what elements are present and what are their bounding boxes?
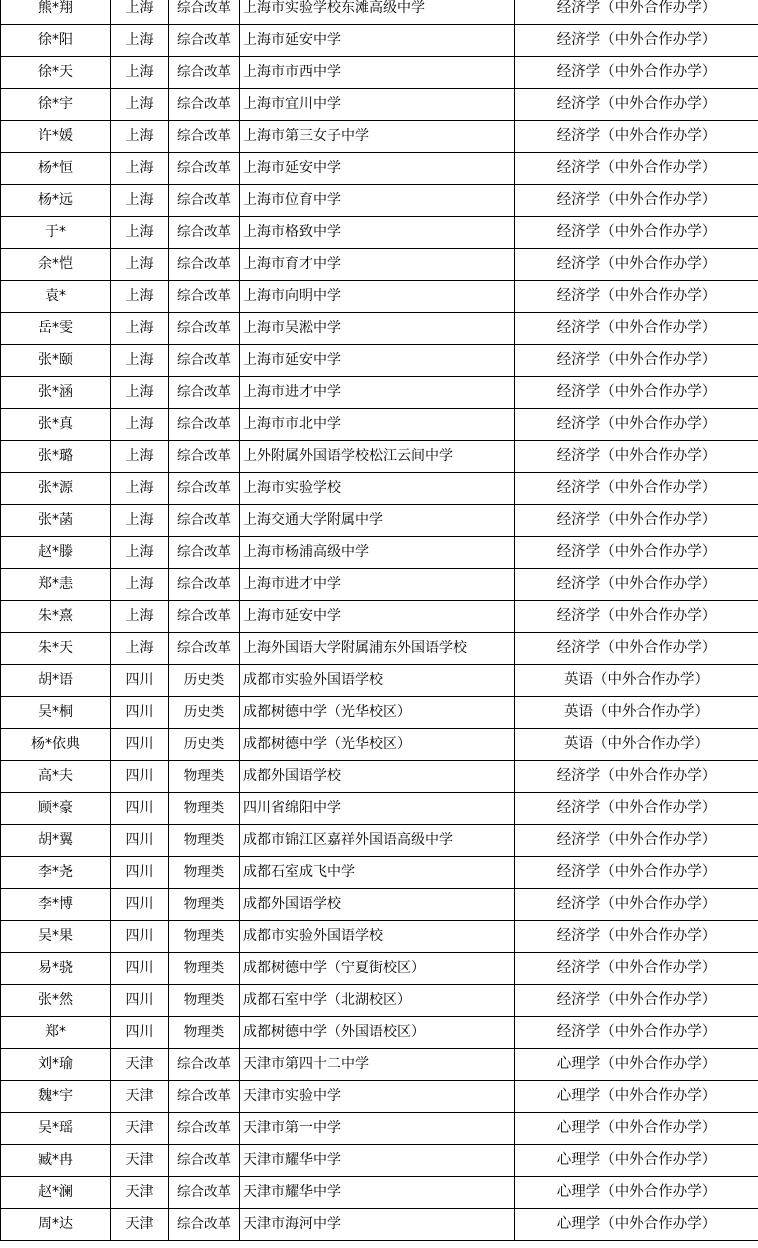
table-row — [1, 217, 758, 249]
table-row — [1, 569, 758, 601]
major-cell: 经济学（中外合作办学） — [515, 313, 758, 345]
major-cell: 经济学（中外合作办学） — [515, 889, 758, 921]
subject-type-cell: 综合改革 — [169, 473, 240, 505]
subject-type-cell: 物理类 — [169, 921, 240, 953]
subject-type-cell: 综合改革 — [169, 1177, 240, 1209]
province-cell: 上海 — [111, 121, 169, 153]
province-cell: 上海 — [111, 89, 169, 121]
major-cell: 经济学（中外合作办学） — [515, 89, 758, 121]
student-name-cell: 岳*雯 — [1, 313, 111, 345]
student-name-cell: 胡*语 — [1, 665, 111, 697]
student-name-cell: 胡*翼 — [1, 825, 111, 857]
subject-type-cell: 历史类 — [169, 665, 240, 697]
school-cell: 天津市第一中学 — [240, 1113, 515, 1145]
school-cell: 上海市实验学校东滩高级中学 — [240, 0, 515, 25]
school-cell: 上海市市西中学 — [240, 57, 515, 89]
admissions-table-body — [1, 0, 758, 1241]
table-row — [1, 185, 758, 217]
subject-type-cell: 综合改革 — [169, 153, 240, 185]
school-cell: 上海市育才中学 — [240, 249, 515, 281]
province-cell: 天津 — [111, 1049, 169, 1081]
table-row — [1, 1177, 758, 1209]
student-name-cell: 易*骁 — [1, 953, 111, 985]
province-cell: 上海 — [111, 601, 169, 633]
province-cell: 天津 — [111, 1177, 169, 1209]
student-name-cell: 赵*澜 — [1, 1177, 111, 1209]
province-cell: 四川 — [111, 825, 169, 857]
school-cell: 上海市延安中学 — [240, 153, 515, 185]
province-cell: 上海 — [111, 473, 169, 505]
table-row — [1, 601, 758, 633]
subject-type-cell: 综合改革 — [169, 505, 240, 537]
province-cell: 天津 — [111, 1113, 169, 1145]
student-name-cell: 杨*依典 — [1, 729, 111, 761]
major-cell: 经济学（中外合作办学） — [515, 473, 758, 505]
student-name-cell: 徐*阳 — [1, 25, 111, 57]
major-cell: 经济学（中外合作办学） — [515, 761, 758, 793]
province-cell: 四川 — [111, 857, 169, 889]
major-cell: 经济学（中外合作办学） — [515, 825, 758, 857]
student-name-cell: 李*博 — [1, 889, 111, 921]
student-name-cell: 张*然 — [1, 985, 111, 1017]
province-cell: 上海 — [111, 377, 169, 409]
subject-type-cell: 综合改革 — [169, 217, 240, 249]
major-cell: 经济学（中外合作办学） — [515, 345, 758, 377]
table-row — [1, 0, 758, 25]
student-name-cell: 刘*瑜 — [1, 1049, 111, 1081]
school-cell: 上外附属外国语学校松江云间中学 — [240, 441, 515, 473]
student-name-cell: 郑* — [1, 1017, 111, 1049]
student-name-cell: 臧*冉 — [1, 1145, 111, 1177]
student-name-cell: 许*媛 — [1, 121, 111, 153]
major-cell: 经济学（中外合作办学） — [515, 1017, 758, 1049]
province-cell: 四川 — [111, 1017, 169, 1049]
subject-type-cell: 物理类 — [169, 825, 240, 857]
major-cell: 经济学（中外合作办学） — [515, 569, 758, 601]
subject-type-cell: 历史类 — [169, 729, 240, 761]
table-row — [1, 857, 758, 889]
major-cell: 经济学（中外合作办学） — [515, 441, 758, 473]
subject-type-cell: 综合改革 — [169, 185, 240, 217]
student-name-cell: 吴*桐 — [1, 697, 111, 729]
subject-type-cell: 综合改革 — [169, 1209, 240, 1241]
table-row — [1, 1209, 758, 1241]
table-row — [1, 377, 758, 409]
province-cell: 上海 — [111, 441, 169, 473]
subject-type-cell: 综合改革 — [169, 345, 240, 377]
subject-type-cell: 综合改革 — [169, 1113, 240, 1145]
province-cell: 四川 — [111, 793, 169, 825]
province-cell: 四川 — [111, 665, 169, 697]
major-cell: 英语（中外合作办学） — [515, 697, 758, 729]
subject-type-cell: 综合改革 — [169, 0, 240, 25]
table-row — [1, 1113, 758, 1145]
student-name-cell: 徐*宇 — [1, 89, 111, 121]
table-row — [1, 313, 758, 345]
student-name-cell: 郑*恚 — [1, 569, 111, 601]
student-name-cell: 于* — [1, 217, 111, 249]
table-row — [1, 825, 758, 857]
major-cell: 英语（中外合作办学） — [515, 665, 758, 697]
table-row — [1, 697, 758, 729]
province-cell: 上海 — [111, 345, 169, 377]
table-row — [1, 761, 758, 793]
major-cell: 经济学（中外合作办学） — [515, 601, 758, 633]
student-name-cell: 杨*远 — [1, 185, 111, 217]
school-cell: 天津市耀华中学 — [240, 1177, 515, 1209]
province-cell: 四川 — [111, 953, 169, 985]
school-cell: 上海市第三女子中学 — [240, 121, 515, 153]
school-cell: 上海市实验学校 — [240, 473, 515, 505]
school-cell: 上海市向明中学 — [240, 281, 515, 313]
major-cell: 心理学（中外合作办学） — [515, 1049, 758, 1081]
table-row — [1, 89, 758, 121]
major-cell: 经济学（中外合作办学） — [515, 377, 758, 409]
school-cell: 上海市延安中学 — [240, 601, 515, 633]
province-cell: 上海 — [111, 57, 169, 89]
school-cell: 天津市耀华中学 — [240, 1145, 515, 1177]
subject-type-cell: 物理类 — [169, 985, 240, 1017]
subject-type-cell: 物理类 — [169, 889, 240, 921]
table-row — [1, 473, 758, 505]
table-row — [1, 505, 758, 537]
subject-type-cell: 综合改革 — [169, 89, 240, 121]
major-cell: 心理学（中外合作办学） — [515, 1177, 758, 1209]
province-cell: 上海 — [111, 537, 169, 569]
major-cell: 经济学（中外合作办学） — [515, 505, 758, 537]
table-row — [1, 1145, 758, 1177]
province-cell: 四川 — [111, 921, 169, 953]
table-row — [1, 1049, 758, 1081]
student-name-cell: 高*夫 — [1, 761, 111, 793]
province-cell: 天津 — [111, 1145, 169, 1177]
table-row — [1, 921, 758, 953]
table-row — [1, 57, 758, 89]
student-name-cell: 吴*瑶 — [1, 1113, 111, 1145]
student-name-cell: 吴*果 — [1, 921, 111, 953]
school-cell: 上海市延安中学 — [240, 25, 515, 57]
school-cell: 成都石室成飞中学 — [240, 857, 515, 889]
school-cell: 上海市进才中学 — [240, 377, 515, 409]
student-name-cell: 李*尧 — [1, 857, 111, 889]
major-cell: 心理学（中外合作办学） — [515, 1145, 758, 1177]
subject-type-cell: 综合改革 — [169, 1081, 240, 1113]
major-cell: 经济学（中外合作办学） — [515, 25, 758, 57]
province-cell: 上海 — [111, 633, 169, 665]
student-name-cell: 周*达 — [1, 1209, 111, 1241]
province-cell: 上海 — [111, 217, 169, 249]
province-cell: 上海 — [111, 249, 169, 281]
table-row — [1, 889, 758, 921]
table-row — [1, 121, 758, 153]
table-row — [1, 665, 758, 697]
province-cell: 上海 — [111, 281, 169, 313]
province-cell: 上海 — [111, 569, 169, 601]
student-name-cell: 张*真 — [1, 409, 111, 441]
subject-type-cell: 物理类 — [169, 761, 240, 793]
student-name-cell: 熊*翔 — [1, 0, 111, 25]
table-row — [1, 537, 758, 569]
subject-type-cell: 综合改革 — [169, 409, 240, 441]
school-cell: 成都树德中学（外国语校区） — [240, 1017, 515, 1049]
school-cell: 成都市实验外国语学校 — [240, 665, 515, 697]
subject-type-cell: 综合改革 — [169, 537, 240, 569]
major-cell: 心理学（中外合作办学） — [515, 1209, 758, 1241]
school-cell: 上海市延安中学 — [240, 345, 515, 377]
school-cell: 上海市市北中学 — [240, 409, 515, 441]
subject-type-cell: 综合改革 — [169, 249, 240, 281]
major-cell: 经济学（中外合作办学） — [515, 185, 758, 217]
province-cell: 上海 — [111, 153, 169, 185]
major-cell: 经济学（中外合作办学） — [515, 281, 758, 313]
student-name-cell: 张*颐 — [1, 345, 111, 377]
subject-type-cell: 综合改革 — [169, 121, 240, 153]
table-row — [1, 729, 758, 761]
school-cell: 上海市宜川中学 — [240, 89, 515, 121]
province-cell: 上海 — [111, 25, 169, 57]
province-cell: 四川 — [111, 729, 169, 761]
school-cell: 上海市位育中学 — [240, 185, 515, 217]
province-cell: 四川 — [111, 889, 169, 921]
school-cell: 上海市杨浦高级中学 — [240, 537, 515, 569]
table-row — [1, 249, 758, 281]
province-cell: 上海 — [111, 313, 169, 345]
province-cell: 四川 — [111, 985, 169, 1017]
school-cell: 成都外国语学校 — [240, 761, 515, 793]
major-cell: 经济学（中外合作办学） — [515, 153, 758, 185]
table-row — [1, 985, 758, 1017]
table-row — [1, 441, 758, 473]
subject-type-cell: 综合改革 — [169, 633, 240, 665]
student-name-cell: 张*璐 — [1, 441, 111, 473]
subject-type-cell: 综合改革 — [169, 441, 240, 473]
subject-type-cell: 综合改革 — [169, 25, 240, 57]
major-cell: 经济学（中外合作办学） — [515, 537, 758, 569]
major-cell: 经济学（中外合作办学） — [515, 953, 758, 985]
subject-type-cell: 综合改革 — [169, 1049, 240, 1081]
student-name-cell: 赵*滕 — [1, 537, 111, 569]
subject-type-cell: 综合改革 — [169, 313, 240, 345]
school-cell: 天津市第四十二中学 — [240, 1049, 515, 1081]
school-cell: 成都石室中学（北湖校区） — [240, 985, 515, 1017]
subject-type-cell: 综合改革 — [169, 1145, 240, 1177]
major-cell: 经济学（中外合作办学） — [515, 921, 758, 953]
school-cell: 上海交通大学附属中学 — [240, 505, 515, 537]
province-cell: 四川 — [111, 761, 169, 793]
school-cell: 天津市海河中学 — [240, 1209, 515, 1241]
province-cell: 上海 — [111, 0, 169, 25]
major-cell: 心理学（中外合作办学） — [515, 1113, 758, 1145]
school-cell: 成都树德中学（光华校区） — [240, 697, 515, 729]
student-name-cell: 袁* — [1, 281, 111, 313]
student-name-cell: 杨*恒 — [1, 153, 111, 185]
table-row — [1, 281, 758, 313]
subject-type-cell: 综合改革 — [169, 281, 240, 313]
table-row — [1, 409, 758, 441]
major-cell: 经济学（中外合作办学） — [515, 0, 758, 25]
student-name-cell: 朱*天 — [1, 633, 111, 665]
school-cell: 上海市进才中学 — [240, 569, 515, 601]
student-name-cell: 张*菡 — [1, 505, 111, 537]
province-cell: 天津 — [111, 1081, 169, 1113]
school-cell: 上海市格致中学 — [240, 217, 515, 249]
school-cell: 上海外国语大学附属浦东外国语学校 — [240, 633, 515, 665]
subject-type-cell: 物理类 — [169, 857, 240, 889]
province-cell: 上海 — [111, 505, 169, 537]
table-row — [1, 633, 758, 665]
subject-type-cell: 综合改革 — [169, 569, 240, 601]
school-cell: 成都树德中学（光华校区） — [240, 729, 515, 761]
table-row — [1, 953, 758, 985]
province-cell: 上海 — [111, 409, 169, 441]
school-cell: 成都树德中学（宁夏街校区） — [240, 953, 515, 985]
school-cell: 成都外国语学校 — [240, 889, 515, 921]
student-name-cell: 张*涵 — [1, 377, 111, 409]
table-row — [1, 153, 758, 185]
province-cell: 上海 — [111, 185, 169, 217]
student-name-cell: 顾*豪 — [1, 793, 111, 825]
major-cell: 经济学（中外合作办学） — [515, 793, 758, 825]
major-cell: 经济学（中外合作办学） — [515, 857, 758, 889]
subject-type-cell: 综合改革 — [169, 57, 240, 89]
school-cell: 四川省绵阳中学 — [240, 793, 515, 825]
province-cell: 四川 — [111, 697, 169, 729]
subject-type-cell: 综合改革 — [169, 377, 240, 409]
major-cell: 经济学（中外合作办学） — [515, 249, 758, 281]
table-row — [1, 793, 758, 825]
table-row — [1, 1081, 758, 1113]
subject-type-cell: 物理类 — [169, 953, 240, 985]
school-cell: 成都市实验外国语学校 — [240, 921, 515, 953]
student-name-cell: 朱*熹 — [1, 601, 111, 633]
school-cell: 天津市实验中学 — [240, 1081, 515, 1113]
table-row — [1, 345, 758, 377]
major-cell: 经济学（中外合作办学） — [515, 409, 758, 441]
school-cell: 上海市吴淞中学 — [240, 313, 515, 345]
subject-type-cell: 综合改革 — [169, 601, 240, 633]
subject-type-cell: 物理类 — [169, 1017, 240, 1049]
major-cell: 经济学（中外合作办学） — [515, 57, 758, 89]
school-cell: 成都市锦江区嘉祥外国语高级中学 — [240, 825, 515, 857]
major-cell: 心理学（中外合作办学） — [515, 1081, 758, 1113]
major-cell: 经济学（中外合作办学） — [515, 633, 758, 665]
table-row — [1, 25, 758, 57]
student-name-cell: 魏*宇 — [1, 1081, 111, 1113]
student-name-cell: 余*恺 — [1, 249, 111, 281]
major-cell: 经济学（中外合作办学） — [515, 985, 758, 1017]
major-cell: 英语（中外合作办学） — [515, 729, 758, 761]
subject-type-cell: 物理类 — [169, 793, 240, 825]
major-cell: 经济学（中外合作办学） — [515, 121, 758, 153]
table-row — [1, 1017, 758, 1049]
province-cell: 天津 — [111, 1209, 169, 1241]
student-name-cell: 张*源 — [1, 473, 111, 505]
subject-type-cell: 历史类 — [169, 697, 240, 729]
major-cell: 经济学（中外合作办学） — [515, 217, 758, 249]
student-name-cell: 徐*天 — [1, 57, 111, 89]
